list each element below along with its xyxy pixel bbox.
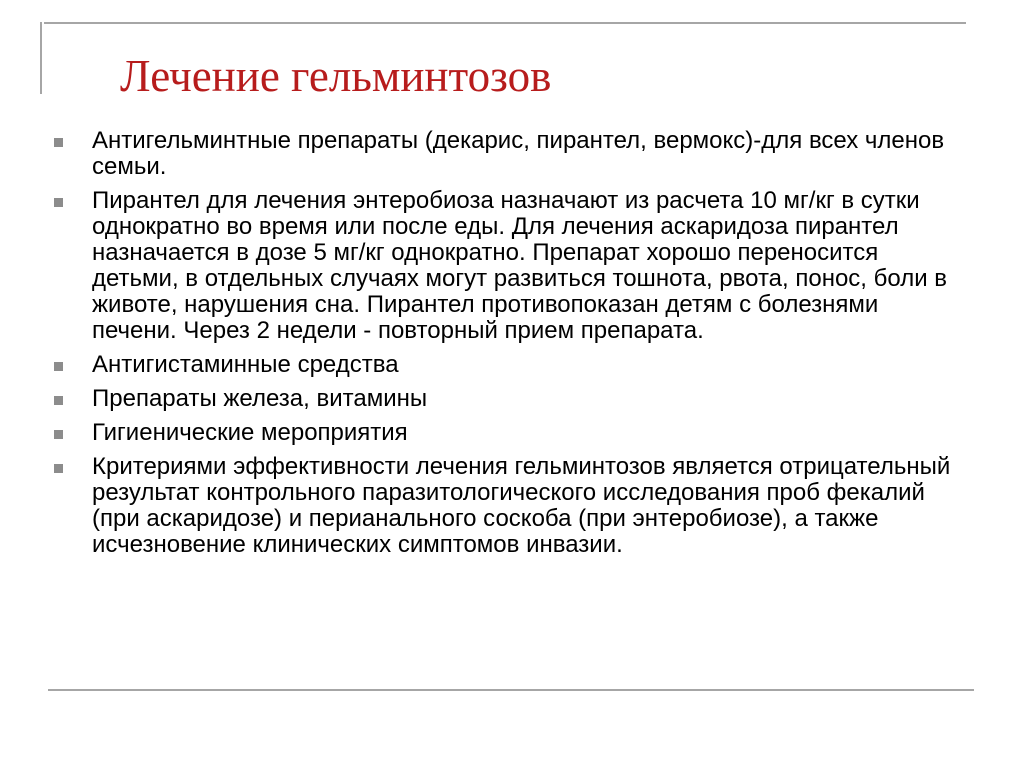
square-bullet-icon [54, 464, 63, 473]
bullet-item-5 [54, 420, 954, 446]
top-rule [44, 22, 966, 24]
square-bullet-icon [54, 198, 63, 207]
left-rule [40, 22, 42, 94]
slide-title: Лечение гельминтозов [120, 51, 552, 101]
bullet-item-4 [54, 386, 954, 412]
bullet-item-3 [54, 352, 954, 378]
bullet-text: Антигельминтные препараты (декарис, пирантел, вермокс)-для всех членов семьи. [92, 127, 945, 180]
square-bullet-icon [54, 362, 63, 371]
bullet-text: Антигистаминные средства [92, 351, 399, 378]
bullet-item-2 [54, 188, 954, 344]
bullet-text: Пирантел для лечения энтеробиоза назначают из расчета 10 мг/кг в сутки однократно во время или после еды. Для лечения аскаридоза пирантел назначается в дозе 5 мг/кг однократно. Препарат хорошо переносится детьми, в отдельных случаях могут развиться тошнота, рвота, понос, боли в животе, нарушения сна. Пирантел противопоказан детям с болезнями печени. Через 2 недели - повторный прием препарата. [92, 187, 948, 344]
bottom-rule [48, 689, 974, 691]
bullet-item-6 [54, 454, 954, 558]
bullet-list [54, 128, 954, 566]
square-bullet-icon [54, 396, 63, 405]
bullet-text: Критериями эффективности лечения гельминтозов является отрицательный результат контрольного паразитологического исследования проб фекалий (при аскаридозе) и перианального соскоба (при энтеробиозе), а также исчезновение клинических симптомов инвазии. [92, 453, 951, 558]
bullet-text: Гигиенические мероприятия [92, 419, 408, 446]
square-bullet-icon [54, 430, 63, 439]
bullet-item-1 [54, 128, 954, 180]
bullet-text: Препараты железа, витамины [92, 385, 428, 412]
square-bullet-icon [54, 138, 63, 147]
